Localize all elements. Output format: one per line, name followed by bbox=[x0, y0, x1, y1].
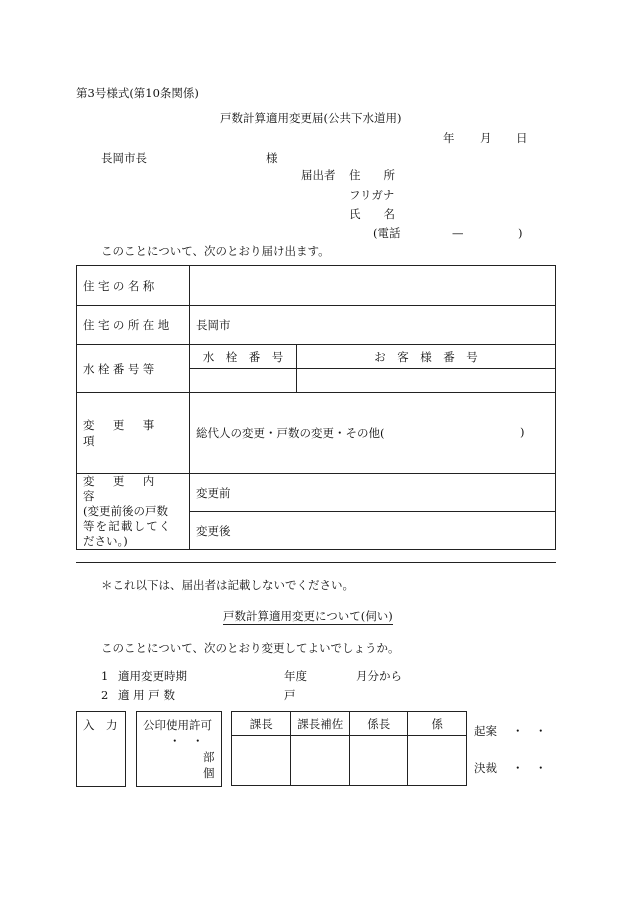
approver-stamp-kakaricho[interactable] bbox=[349, 736, 408, 786]
meter-label: 水栓番号等 bbox=[77, 345, 190, 393]
house-name-label: 住宅の名称 bbox=[77, 266, 190, 306]
change-content-line1: 変 更 内 容 bbox=[83, 474, 173, 503]
addressee-honorific: 様 bbox=[266, 151, 278, 165]
furigana-label: フリガナ bbox=[349, 188, 395, 202]
phone-close: ) bbox=[518, 226, 523, 240]
seal-dots: ・ ・ bbox=[169, 734, 204, 748]
change-content-line4: ださい。) bbox=[83, 534, 128, 548]
name-label: 氏 名 bbox=[349, 207, 395, 221]
date-day-label: 日 bbox=[516, 131, 528, 145]
change-content-label bbox=[77, 474, 190, 550]
customer-number-field[interactable] bbox=[297, 369, 556, 393]
item1-label: 適用変更時期 bbox=[118, 669, 187, 683]
change-item-options: 総代人の変更・戸数の変更・その他( bbox=[196, 426, 385, 440]
house-name-field[interactable] bbox=[190, 266, 556, 306]
house-address-label: 住宅の所在地 bbox=[77, 306, 190, 345]
form-title: 戸数計算適用変更届(公共下水道用) bbox=[220, 111, 402, 125]
form-number: 第3号様式(第10条関係) bbox=[76, 86, 199, 100]
approval-table bbox=[231, 711, 467, 786]
notification-table bbox=[76, 265, 556, 550]
approver-stamp-kacho[interactable] bbox=[232, 736, 291, 786]
intro-text: このことについて、次のとおり届け出ます。 bbox=[101, 244, 330, 258]
customer-number-header: お 客 様 番 号 bbox=[297, 345, 556, 369]
change-item-label: 変 更 事 項 bbox=[77, 393, 190, 474]
change-item-close: ) bbox=[520, 425, 525, 439]
item2-label: 適 用 戸 数 bbox=[118, 688, 175, 702]
draft-date-dots: ・ ・ bbox=[512, 724, 547, 738]
approver-header-kakari: 係 bbox=[408, 712, 467, 736]
approver-stamp-kacho-hosa[interactable] bbox=[291, 736, 350, 786]
item1-number: 1 bbox=[101, 669, 109, 683]
change-content-line3: 等を記載してく bbox=[83, 519, 172, 533]
office-subtitle: 戸数計算適用変更について(伺い) bbox=[223, 609, 393, 623]
seal-permission-box[interactable] bbox=[136, 711, 222, 787]
meter-number-header: 水 栓 番 号 bbox=[190, 345, 297, 369]
decision-label: 決裁 bbox=[474, 761, 497, 775]
phone-dash: — bbox=[452, 226, 464, 240]
change-content-line2: (変更前後の戸数 bbox=[83, 504, 168, 518]
input-box[interactable] bbox=[76, 711, 126, 787]
phone-label: (電話 bbox=[373, 226, 401, 240]
item1-unit-month: 月分から bbox=[356, 669, 402, 683]
draft-label: 起案 bbox=[474, 724, 497, 738]
date-year-label: 年 bbox=[443, 131, 455, 145]
house-address-field[interactable]: 長岡市 bbox=[190, 306, 556, 345]
seal-unit-count: 個 bbox=[203, 766, 215, 780]
seal-unit-dept: 部 bbox=[203, 750, 215, 764]
decision-date-dots: ・ ・ bbox=[512, 761, 547, 775]
date-month-label: 月 bbox=[480, 131, 492, 145]
seal-label: 公印使用許可 bbox=[143, 718, 212, 732]
approver-stamp-kakari[interactable] bbox=[408, 736, 467, 786]
notifier-label: 届出者 bbox=[301, 168, 336, 182]
input-label: 入 力 bbox=[83, 718, 118, 732]
change-item-field[interactable] bbox=[190, 393, 556, 474]
approver-header-kakaricho: 係長 bbox=[349, 712, 408, 736]
approver-header-kacho-hosa: 課長補佐 bbox=[291, 712, 350, 736]
addressee-city: 長岡市長 bbox=[101, 151, 147, 165]
before-field[interactable]: 変更前 bbox=[190, 474, 556, 512]
item1-unit-year: 年度 bbox=[284, 669, 307, 683]
section-divider bbox=[76, 562, 556, 563]
meter-number-field[interactable] bbox=[190, 369, 297, 393]
office-inquiry: このことについて、次のとおり変更してよいでしょうか。 bbox=[101, 641, 400, 655]
after-field[interactable]: 変更後 bbox=[190, 512, 556, 550]
office-note: ＊これ以下は、届出者は記載しないでください。 bbox=[101, 578, 354, 592]
address-label: 住 所 bbox=[349, 168, 395, 182]
item2-unit: 戸 bbox=[284, 688, 296, 702]
item2-number: 2 bbox=[101, 688, 109, 702]
approver-header-kacho: 課長 bbox=[232, 712, 291, 736]
